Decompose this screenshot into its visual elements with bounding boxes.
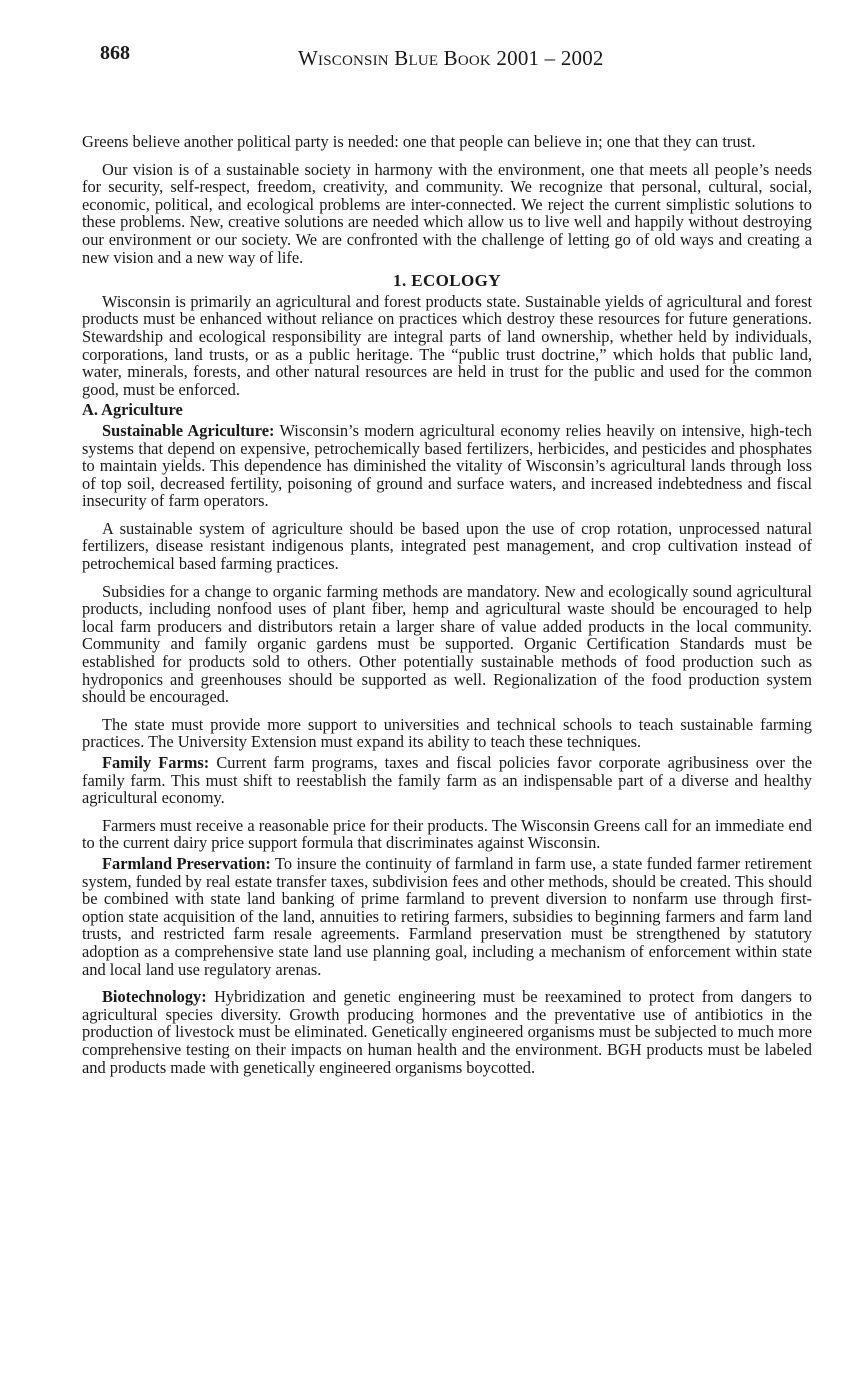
paragraph: Our vision is of a sustainable society in harmony with the environment, one that meets all people’s needs for security, self-respect, freedom, creativity, and community. We recognize that personal, cultural, social, economic, political, and ecological problems are inter-connected. We reject the current simplistic solutions to these problems. New, creative solutions are needed which allow us to live well and happily without destroying our environment or our society. We are confronted with the challenge of letting go of old ways and creating a new vision and a new way of life. [82,159,812,267]
running-head: Wisconsin Blue Book 2001 – 2002 [298,46,604,70]
page-number: 868 [100,42,130,64]
subsection-heading: A. Agriculture [82,400,183,420]
paragraph-text: Current farm programs, taxes and fiscal policies favor corporate agribusiness over the family farm. This must shift to reestablish the family farm as an indispensable part of a diverse and healthy agricultural economy. [82,753,812,808]
paragraph: A sustainable system of agriculture should be based upon the use of crop rotation, unprocessed natural fertilizers, disease resistant indigenous plants, integrated pest management, and crop cultivation instead of petrochemical based farming practices. [82,518,812,574]
paragraph: The state must provide more support to universities and technical schools to teach sustainable farming practices. The University Extension must expand its ability to teach these techniques. [82,714,812,752]
page-header [100,40,815,76]
paragraph-text: To insure the continuity of farmland in farm use, a state funded farmer retirement system, funded by real estate transfer taxes, subdivision fees and other methods, should be created. This should be combined with state land banking of prime farmland to prevent diversion to nonfarm use through first-option state acquisition of the land, annuities to retiring farmers, subsidies to beginning farmers and farm land trusts, and restricted farm resale agreements. Farmland preservation must be strengthened by statutory adoption as a comprehensive state land use planning goal, including a mechanism of enforcement within state and local land use regulatory arenas. [82,853,812,979]
lead-in: Family Farms: [102,753,210,772]
body-text [82,133,812,1086]
paragraph-farmland-preservation [82,855,812,978]
paragraph: Subsidies for a change to organic farming methods are mandatory. New and ecologically sound agricultural products, including nonfood uses of plant fiber, hemp and agricultural waste should be encouraged to help local farm producers and distributors retain a larger share of value added products in the local community. Community and family organic gardens must be supported. Organic Certification Standards must be established for products sold to others. Other potentially sustainable methods of food production such as hydroponics and greenhouses should be supported as well. Regionalization of the food production system should be encouraged. [82,581,812,707]
lead-in: Sustainable Agriculture: [102,420,275,440]
lead-in: Farmland Preservation: [102,853,271,873]
lead-in: Biotechnology: [102,987,207,1007]
paragraph-text: Hybridization and genetic engineering must be reexamined to protect from dangers to agricultural species diversity. Growth producing hormones and the preventative use of antibiotics in the production of livestock must be eliminated. Genetically engineered organisms must be subjected to much more comprehensive testing on their impacts on human health and the environment. BGH products must be labeled and products made with genetically engineered organisms boycotted. [82,987,812,1077]
paragraph-sustainable-agriculture [82,422,812,510]
paragraph-family-farms [82,754,812,807]
paragraph: Farmers must receive a reasonable price for their products. The Wisconsin Greens call for an immediate end to the current dairy price support formula that discriminates against Wisconsin. [82,815,812,853]
paragraph-biotechnology [82,988,812,1076]
paragraph: Wisconsin is primarily an agricultural and forest products state. Sustainable yields of agricultural and forest products must be enhanced without reliance on practices which destroy these resources for future generations. Stewardship and ecological responsibility are integral parts of land ownership, whether held by individuals, corporations, land trusts, or as a public heritage. The “public trust doctrine,” which holds that public land, water, minerals, forests, and other natural resources are held in trust for the public and used for the common good, must be enforced. [82,291,812,399]
paragraph-text: Wisconsin’s modern agricultural economy relies heavily on intensive, high-tech systems that depend on expensive, petrochemically based fertilizers, herbicides, and pesticides and phosphates to maintain yields. This dependence has diminished the vitality of Wisconsin’s agricultural lands through loss of top soil, decreased fertility, poisoning of ground and surface waters, and increased indebtedness and fiscal insecurity of farm operators. [82,420,812,511]
paragraph: Greens believe another political party is needed: one that people can believe in; one that they can trust. [82,132,756,151]
section-heading: 1. ECOLOGY [393,271,501,291]
